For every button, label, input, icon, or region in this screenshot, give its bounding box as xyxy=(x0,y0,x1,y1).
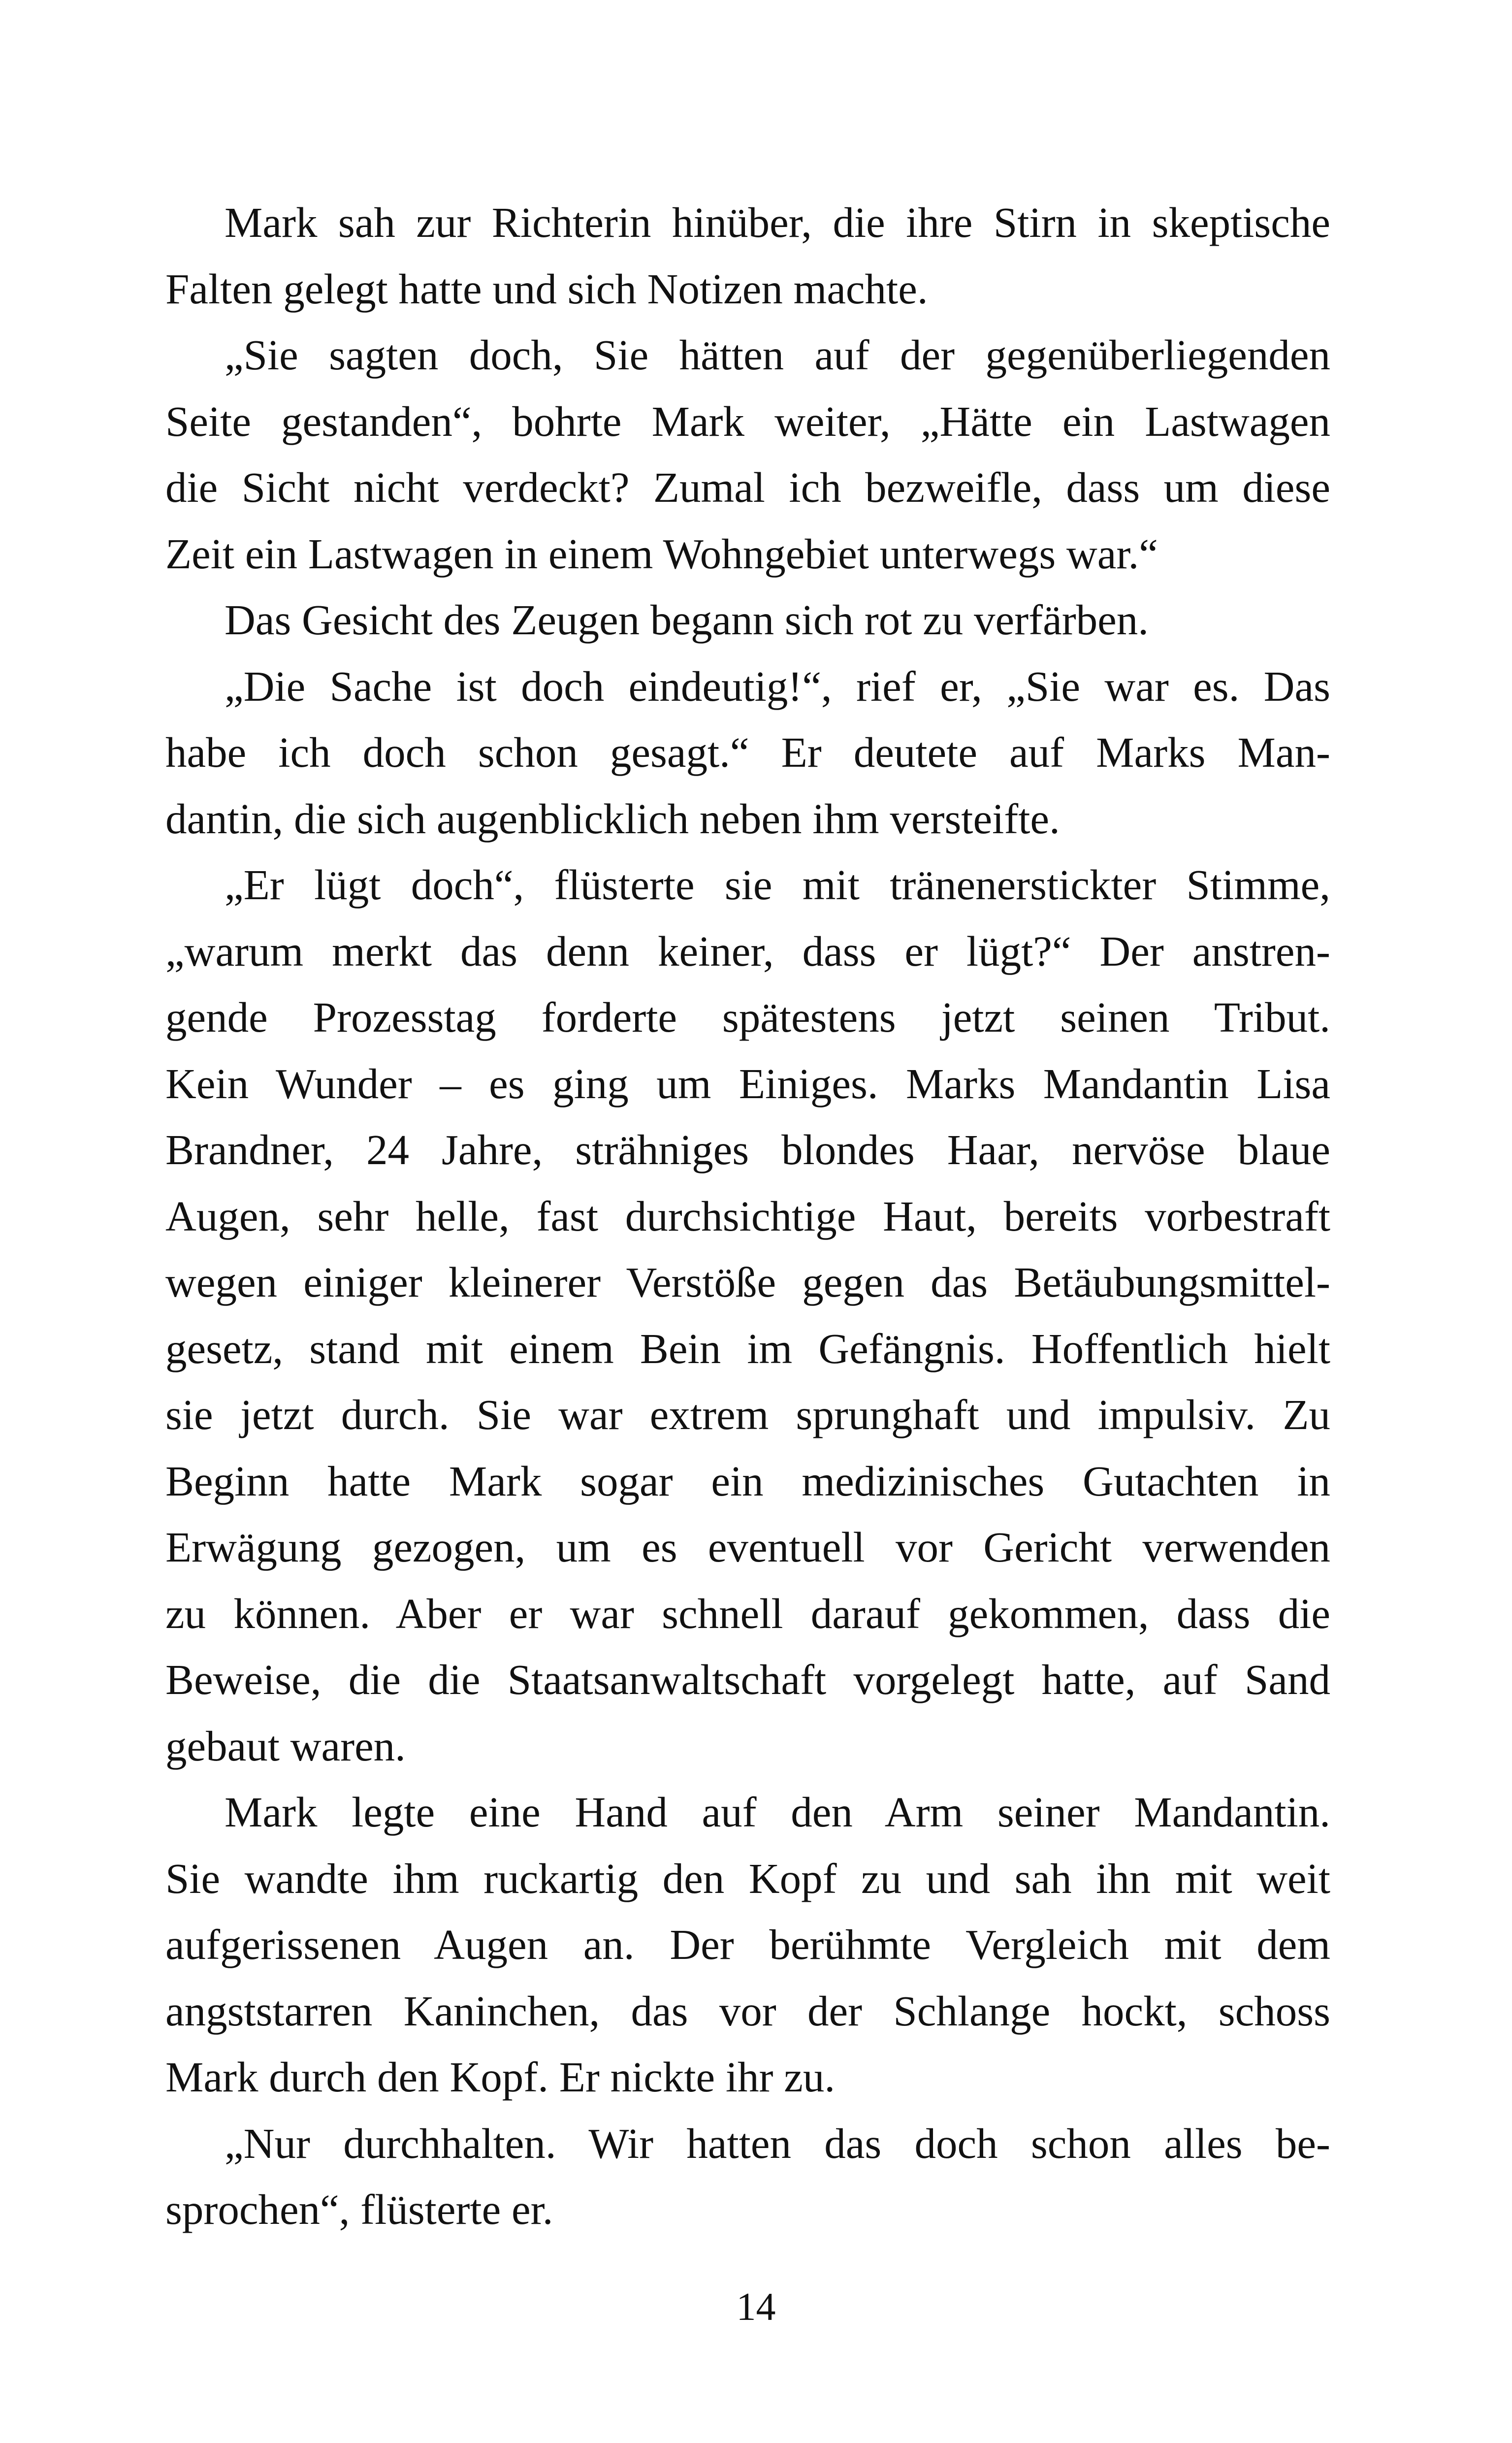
text-line: die Sicht nicht verdeckt? Zumal ich bezweifle, dass um diese xyxy=(165,463,1330,511)
text-line: „Sie sagten doch, Sie hätten auf der gegenüberliegenden xyxy=(225,331,1330,379)
text-line: „warum merkt das denn keiner, dass er lügt?“ Der anstren- xyxy=(165,927,1330,975)
text-line: sprochen“, flüsterte er. xyxy=(165,2185,553,2233)
text-line: Zeit ein Lastwagen in einem Wohngebiet unterwegs war.“ xyxy=(165,529,1158,578)
body-text xyxy=(165,190,1330,2243)
text-line: Beginn hatte Mark sogar ein medizinisches Gutachten in xyxy=(165,1457,1330,1505)
text-line: Falten gelegt hatte und sich Notizen machte. xyxy=(165,264,928,313)
text-line: gebaut waren. xyxy=(165,1722,406,1770)
text-line: aufgerissenen Augen an. Der berühmte Vergleich mit dem xyxy=(165,1921,1330,1968)
text-line: Das Gesicht des Zeugen begann sich rot zu verfärben. xyxy=(225,596,1149,644)
text-line: Mark sah zur Richterin hinüber, die ihre Stirn in skeptische xyxy=(225,198,1330,246)
text-line: Sie wandte ihm ruckartig den Kopf zu und sah ihn mit weit xyxy=(165,1854,1330,1902)
page-number: 14 xyxy=(736,2285,776,2329)
text-line: dantin, die sich augenblicklich neben ihm versteifte. xyxy=(165,794,1060,843)
text-line: wegen einiger kleinerer Verstöße gegen das Betäubungsmittel- xyxy=(165,1258,1330,1306)
text-line: zu können. Aber er war schnell darauf gekommen, dass die xyxy=(165,1589,1330,1637)
text-line: Mark durch den Kopf. Er nickte ihr zu. xyxy=(165,2053,836,2101)
text-line: sie jetzt durch. Sie war extrem sprunghaft und impulsiv. Zu xyxy=(165,1391,1330,1438)
text-line: angststarren Kaninchen, das vor der Schlange hockt, schoss xyxy=(165,1987,1330,2035)
text-line: Seite gestanden“, bohrte Mark weiter, „Hätte ein Lastwagen xyxy=(165,397,1330,445)
text-line: „Er lügt doch“, flüsterte sie mit tränenerstickter Stimme, xyxy=(225,861,1330,909)
text-line: Erwägung gezogen, um es eventuell vor Gericht verwenden xyxy=(165,1523,1330,1571)
text-line: gende Prozesstag forderte spätestens jetzt seinen Tribut. xyxy=(165,993,1330,1041)
text-line: Beweise, die die Staatsanwaltschaft vorgelegt hatte, auf Sand xyxy=(165,1656,1330,1703)
text-line: gesetz, stand mit einem Bein im Gefängnis. Hoffentlich hielt xyxy=(165,1324,1330,1372)
text-line: „Die Sache ist doch eindeutig!“, rief er, „Sie war es. Das xyxy=(225,662,1330,710)
text-line: „Nur durchhalten. Wir hatten das doch schon alles be- xyxy=(225,2119,1330,2167)
text-line: habe ich doch schon gesagt.“ Er deutete auf Marks Man- xyxy=(165,728,1330,776)
text-line: Kein Wunder – es ging um Einiges. Marks Mandantin Lisa xyxy=(165,1059,1330,1107)
text-line: Brandner, 24 Jahre, strähniges blondes Haar, nervöse blaue xyxy=(165,1126,1330,1173)
text-line: Augen, sehr helle, fast durchsichtige Haut, bereits vorbestraft xyxy=(165,1192,1330,1240)
text-line: Mark legte eine Hand auf den Arm seiner Mandantin. xyxy=(225,1788,1330,1836)
